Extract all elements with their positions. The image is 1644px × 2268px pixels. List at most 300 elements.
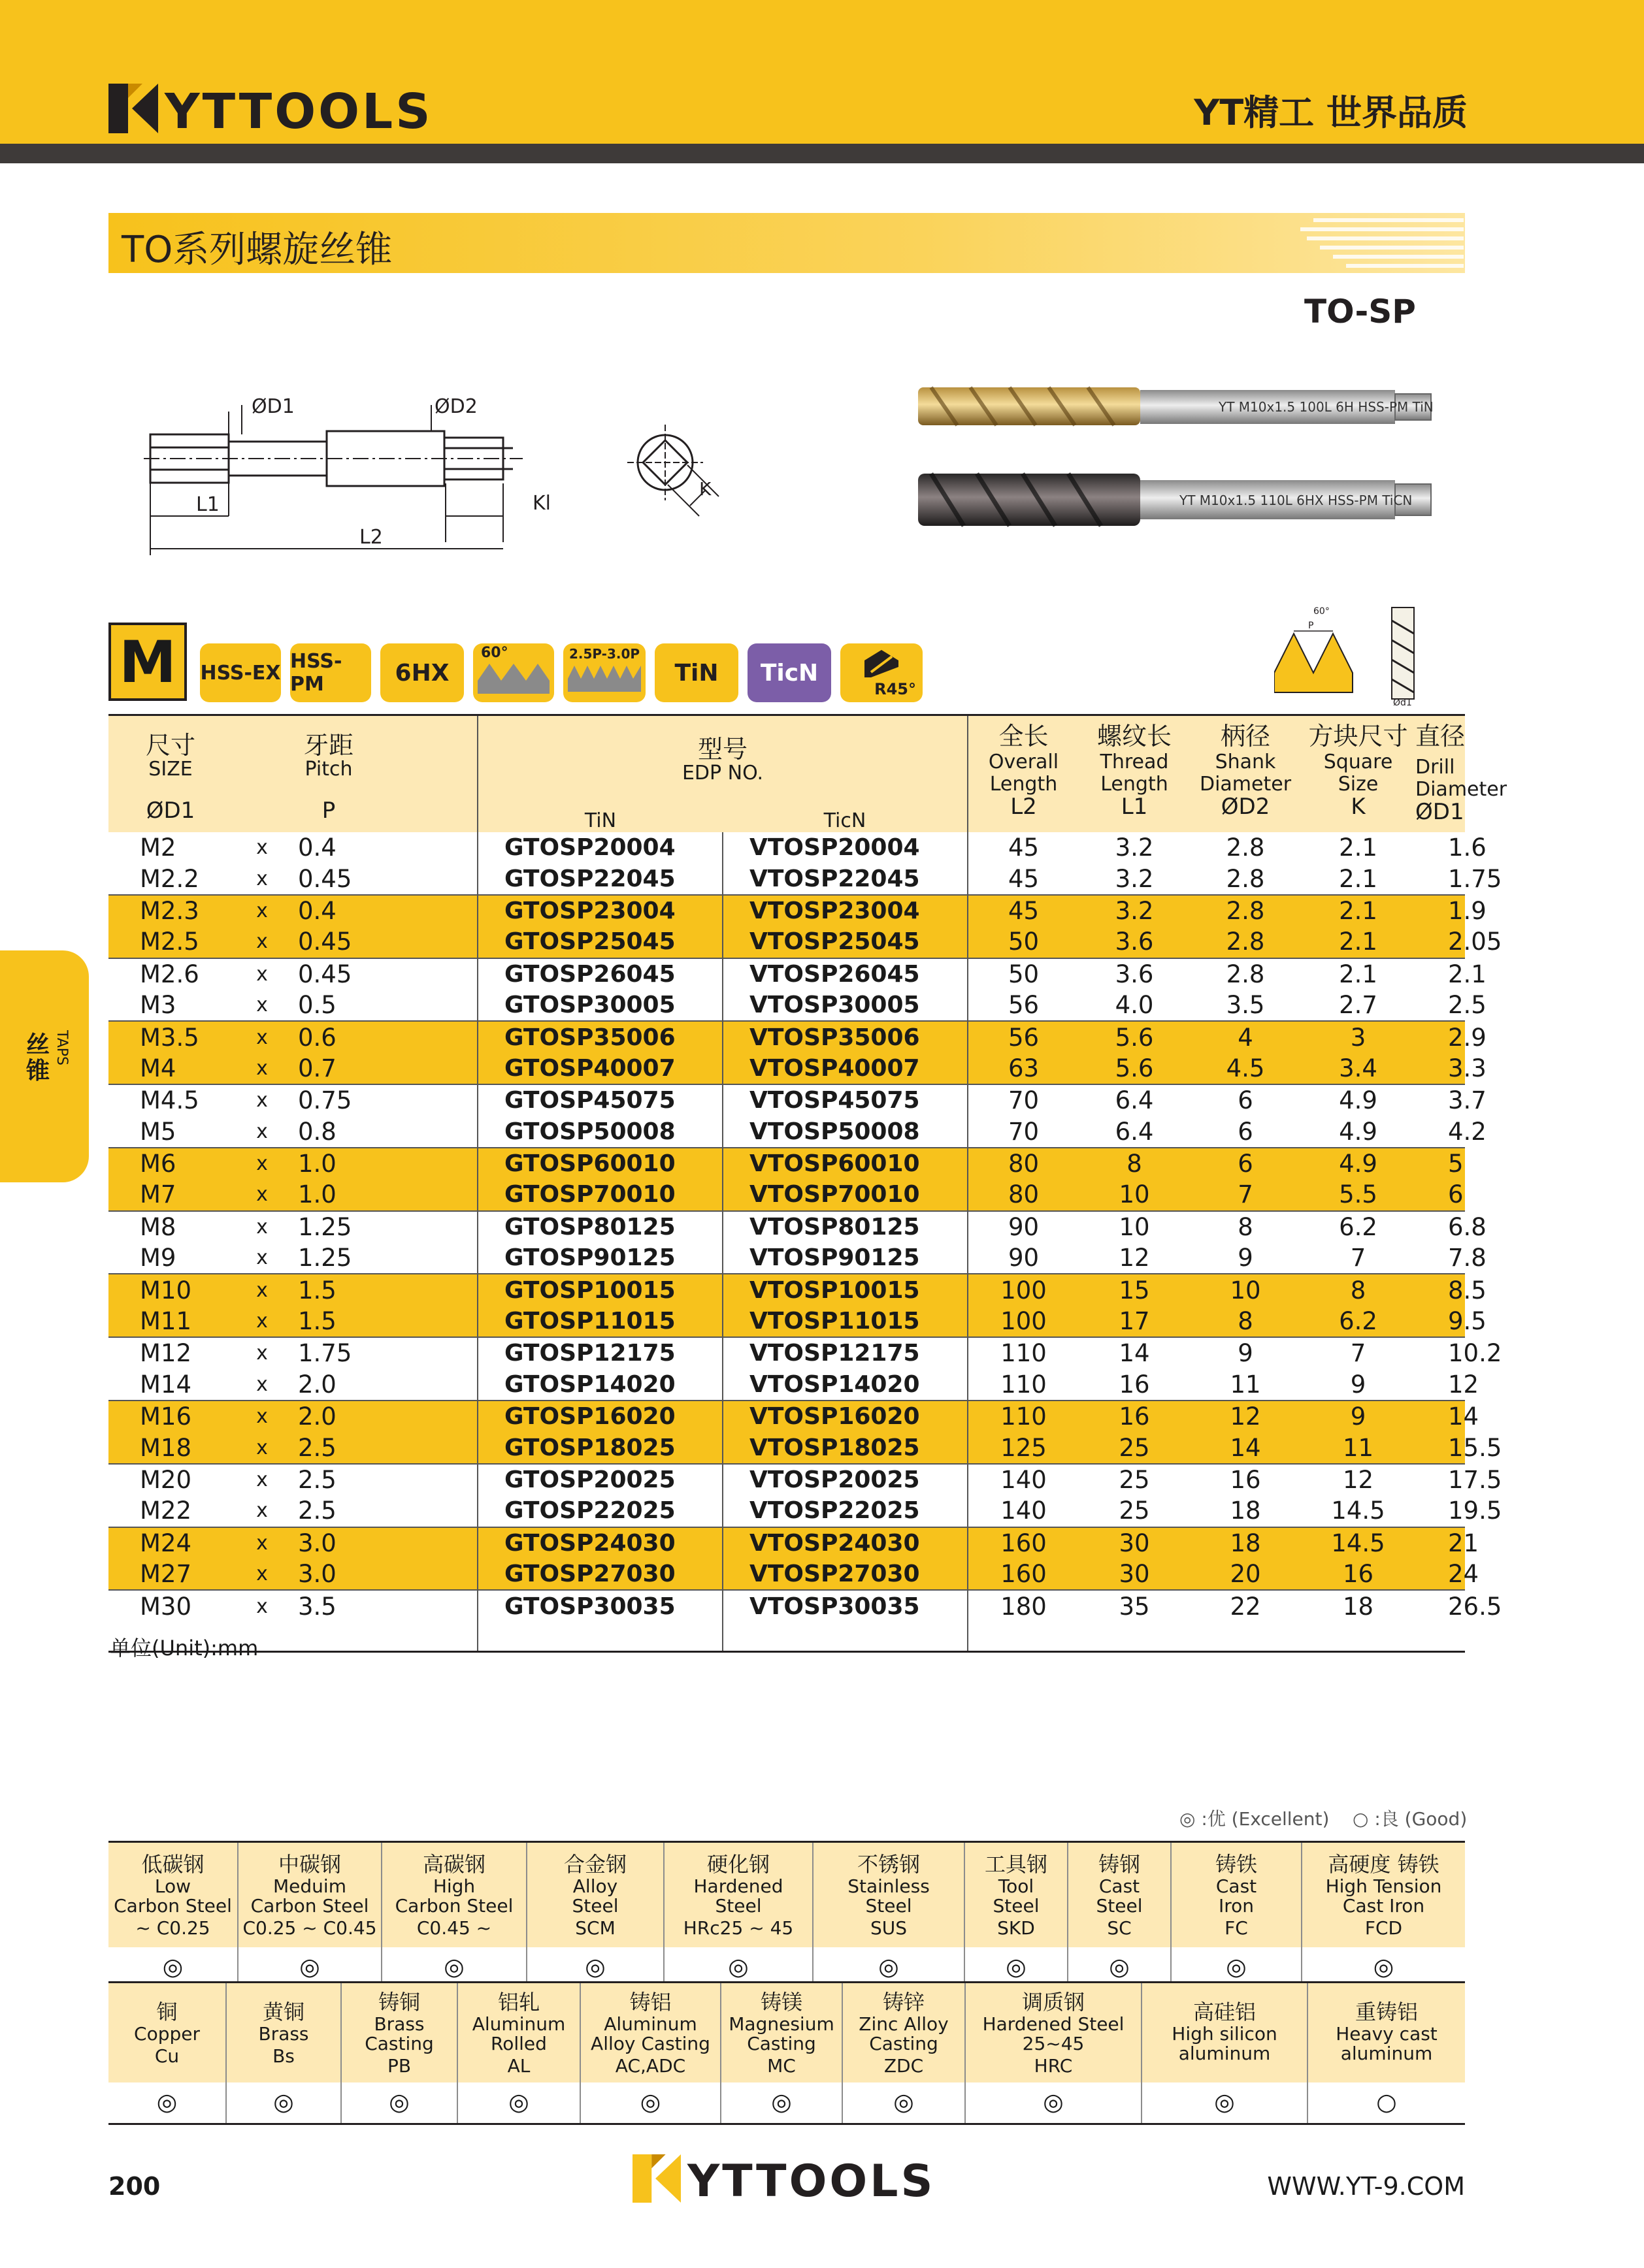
table-row: [108, 863, 1465, 894]
table-row: [108, 895, 1465, 926]
x-cell: x: [233, 1527, 291, 1559]
header-brand: YTTOOLS: [165, 84, 433, 140]
tin-edp-cell: GTOSP12175: [478, 1337, 723, 1369]
table-bottom-cell: [968, 1622, 1079, 1652]
pitch-cell: 2.5: [291, 1464, 478, 1495]
material-rating: ◎: [965, 2082, 1142, 2124]
size-cell: M11: [108, 1306, 233, 1337]
x-cell: x: [233, 1084, 291, 1116]
x-cell: x: [256, 1499, 268, 1523]
tl-cell: 3.2: [1115, 834, 1154, 862]
x-cell: x: [233, 1179, 291, 1210]
ticn-edp-cell: VTOSP22045: [723, 863, 968, 894]
tl-header: [1079, 715, 1190, 833]
dd-header-en1: Drill: [1415, 756, 1455, 779]
ticn-edp-cell: VTOSP60010: [723, 1148, 968, 1179]
material-code: SC: [1107, 1917, 1132, 1939]
table-row: [108, 1021, 1465, 1052]
oal-cell: 110: [968, 1337, 1079, 1369]
oal-cell: 110: [1000, 1370, 1047, 1399]
drill-cell: 6: [1415, 1179, 1465, 1210]
sq-cell: 2.1: [1339, 864, 1377, 893]
tin-edp-cell: GTOSP20004: [478, 832, 723, 863]
material-cell: [108, 1842, 238, 1948]
size-header-zh: 尺寸: [145, 731, 195, 760]
product-mark-top: YT M10x1.5 100L 6H HSS-PM TiN: [1219, 399, 1434, 415]
oal-cell: 50: [968, 926, 1079, 958]
material-en2: Steel: [993, 1895, 1040, 1917]
ticn-edp-cell: VTOSP50008: [723, 1116, 968, 1148]
sq-cell: 2.1: [1301, 895, 1415, 926]
material-en2: Steel: [1096, 1895, 1143, 1917]
tl-cell: 16: [1079, 1401, 1190, 1432]
tin-edp-cell: GTOSP80125: [478, 1211, 723, 1242]
size-cell: M16: [108, 1401, 233, 1432]
x-cell: x: [233, 1306, 291, 1337]
material-en2: Alloy Casting: [591, 2033, 710, 2054]
material-en2: Rolled: [491, 2033, 547, 2054]
x-cell: x: [233, 926, 291, 958]
material-header-row: [108, 1983, 1465, 2083]
sq-header: [1301, 715, 1415, 833]
material-cell: [1302, 1842, 1465, 1948]
sd-cell: 20: [1190, 1559, 1301, 1590]
tl-cell: 25: [1079, 1464, 1190, 1495]
tin-edp-cell: GTOSP18025: [478, 1432, 723, 1463]
material-en2: Steel: [715, 1895, 762, 1917]
sq-cell: 16: [1301, 1559, 1415, 1590]
sd-cell: 14: [1190, 1432, 1301, 1463]
ticn-edp-cell: VTOSP25045: [723, 926, 968, 958]
material-cell: [813, 1842, 964, 1948]
side-tab-en: TAPS: [54, 1030, 70, 1066]
material-rating: ◎: [1373, 1954, 1394, 1981]
oal-cell: 180: [968, 1590, 1079, 1621]
material-en1: Cast: [1098, 1875, 1140, 1897]
x-cell: x: [233, 1464, 291, 1495]
sd-cell: 2.8: [1190, 958, 1301, 990]
size-cell: M2.6: [108, 958, 233, 990]
material-en2: aluminum: [1340, 2043, 1433, 2064]
size-header-en: SIZE: [148, 758, 193, 781]
sd-cell: 16: [1190, 1464, 1301, 1495]
table-row: [108, 1369, 1465, 1401]
thread-angle-label: 60°: [481, 645, 508, 661]
pitch-label: 2.5P-3.0P: [568, 646, 640, 662]
ticn-edp-cell: VTOSP18025: [723, 1432, 968, 1463]
sd-cell: 9: [1190, 1337, 1301, 1369]
material-rating: ◎: [108, 1947, 238, 1989]
sd-cell: 18: [1230, 1497, 1261, 1525]
material-rating: ◎: [226, 2082, 341, 2124]
x-cell: x: [233, 1401, 291, 1432]
material-en1: Brass: [374, 2013, 425, 2035]
material-code: C0.25 ~ C0.45: [242, 1917, 377, 1939]
tl-cell: 12: [1119, 1244, 1150, 1272]
sq-cell: 12: [1301, 1464, 1415, 1495]
spec-table: [108, 714, 1507, 1653]
pitch-cell: 0.45: [291, 958, 478, 990]
sq-cell: 4.9: [1301, 1148, 1415, 1179]
kl-label: Kl: [533, 492, 551, 515]
sq-cell: 8: [1301, 1274, 1415, 1305]
edp-header-ticn: TicN: [823, 809, 866, 832]
tin-edp-cell: GTOSP90125: [478, 1242, 723, 1274]
material-rating: ◎: [457, 2082, 580, 2124]
size-header-sym: ØD1: [146, 798, 195, 824]
drill-cell: 17.5: [1415, 1464, 1465, 1495]
sq-cell: 2.7: [1339, 991, 1377, 1020]
sq-cell: 4.9: [1301, 1084, 1415, 1116]
thread-angle-text: 60°: [1313, 606, 1330, 617]
d1-label: ØD1: [252, 395, 295, 418]
material-en1: Meduim: [273, 1875, 346, 1897]
pitch-cell: 0.5: [298, 991, 337, 1020]
material-code: PB: [387, 2055, 412, 2077]
ticn-edp-cell: VTOSP30005: [723, 990, 968, 1021]
pitch-cell: 0.4: [298, 834, 337, 862]
ticn-edp-cell: VTOSP14020: [723, 1369, 968, 1401]
drill-cell: 2.05: [1415, 926, 1465, 958]
pitch-cell: 2.5: [291, 1432, 478, 1463]
drill-cell: 14: [1415, 1401, 1465, 1432]
pitch-header-zh: 牙距: [303, 731, 353, 760]
ticn-badge: TicN: [748, 643, 831, 702]
x-cell: x: [256, 836, 268, 860]
x-cell: x: [256, 1372, 268, 1396]
x-cell: x: [233, 1211, 291, 1242]
6hx-badge: 6HX: [380, 643, 464, 702]
material-cell: [1171, 1842, 1302, 1948]
material-rating: ◎: [842, 2082, 965, 2124]
pitch-cell: 1.5: [291, 1274, 478, 1305]
oal-header-en2: Length: [989, 773, 1058, 796]
ticn-edp-cell: VTOSP30035: [723, 1590, 968, 1621]
footer-brand: YTTOOLS: [687, 2156, 936, 2207]
material-code: AC,ADC: [615, 2055, 686, 2077]
oal-cell: 70: [1008, 1117, 1040, 1146]
ticn-edp-cell: VTOSP26045: [723, 958, 968, 990]
size-cell: M10: [108, 1274, 233, 1305]
pitch-cell: 1.75: [291, 1337, 478, 1369]
material-code: SUS: [870, 1917, 908, 1939]
material-cell: [457, 1983, 580, 2083]
size-cell: M3.5: [108, 1021, 233, 1052]
tl-cell: 10: [1079, 1211, 1190, 1242]
material-en2: Steel: [572, 1895, 619, 1917]
hss-ex-badge: HSS-EX: [200, 643, 281, 702]
material-en1: High silicon: [1172, 2023, 1277, 2045]
table-row: [108, 1432, 1465, 1463]
sq-cell: 7: [1350, 1244, 1366, 1272]
tl-cell: 3.2: [1079, 895, 1190, 926]
pitch-cell: 0.4: [291, 895, 478, 926]
tap-dimension-drawing: [144, 385, 601, 562]
material-zh: 高硬度 铸铁: [1328, 1852, 1439, 1877]
sd-cell: 7: [1190, 1179, 1301, 1210]
size-cell: M2.5: [108, 926, 233, 958]
pitch-header-en: Pitch: [304, 758, 353, 781]
tl-cell: 16: [1119, 1370, 1150, 1399]
table-row: [108, 1464, 1465, 1495]
tin-edp-cell: GTOSP26045: [478, 958, 723, 990]
material-cell: [965, 1983, 1142, 2083]
material-table-1: [108, 1841, 1465, 1990]
material-rating: ◎: [341, 2082, 457, 2124]
material-cell: [341, 1983, 457, 2083]
sq-cell: 18: [1301, 1590, 1415, 1621]
material-code: SCM: [575, 1917, 616, 1939]
table-row: [108, 1116, 1465, 1148]
size-cell: M12: [108, 1337, 233, 1369]
ticn-edp-cell: VTOSP40007: [723, 1053, 968, 1084]
pitch-cell: 0.45: [298, 864, 352, 893]
model-label: TO-SP: [1304, 293, 1416, 331]
tl-cell: 3.6: [1079, 958, 1190, 990]
edp-header-zh: 型号: [697, 735, 748, 764]
sd-cell: 18: [1190, 1527, 1301, 1559]
material-en1: Heavy cast: [1336, 2023, 1438, 2045]
material-en2: Iron: [1218, 1895, 1255, 1917]
material-zh: 调质钢: [1021, 1990, 1085, 2015]
table-row: [108, 1053, 1465, 1084]
side-tab-zh2: 锥: [26, 1058, 50, 1084]
x-cell: x: [233, 895, 291, 926]
sq-cell: 9: [1301, 1401, 1415, 1432]
material-cell: [238, 1842, 382, 1948]
ticn-edp-cell: VTOSP24030: [723, 1527, 968, 1559]
size-cell: M30: [108, 1590, 233, 1621]
tl-cell: 8: [1079, 1148, 1190, 1179]
oal-cell: 50: [968, 958, 1079, 990]
material-zh: 高硅铝: [1192, 2000, 1256, 2024]
oal-cell: 45: [1008, 864, 1040, 893]
drill-cell: 9.5: [1415, 1306, 1465, 1337]
sq-cell: 11: [1301, 1432, 1415, 1463]
tl-header-zh: 螺纹长: [1096, 722, 1172, 751]
drill-cell: 4.2: [1448, 1117, 1487, 1146]
drill-cell: 1.9: [1415, 895, 1465, 926]
sq-cell: 14.5: [1301, 1527, 1415, 1559]
pitch-cell: 1.5: [291, 1306, 478, 1337]
drill-cell: 1.75: [1448, 864, 1502, 893]
oal-cell: 100: [968, 1274, 1079, 1305]
material-en1: Cast: [1215, 1875, 1257, 1897]
material-zh: 中碳钢: [278, 1852, 341, 1877]
tin-edp-cell: GTOSP50008: [478, 1116, 723, 1148]
tin-edp-cell: GTOSP70010: [478, 1179, 723, 1210]
material-en1: Copper: [134, 2023, 200, 2045]
tin-edp-cell: GTOSP11015: [478, 1306, 723, 1337]
tl-cell: 6.4: [1115, 1117, 1154, 1146]
material-rating: ◎: [527, 1947, 664, 1989]
material-en2: Casting: [365, 2033, 434, 2054]
material-zh: 铸铁: [1215, 1852, 1257, 1877]
material-rating: ◎: [964, 1947, 1068, 1989]
table-row: [108, 1337, 1465, 1369]
pitch-header-sym: P: [321, 798, 336, 824]
material-zh: 铝轧: [497, 1990, 540, 2015]
material-en1: Stainless: [847, 1875, 930, 1897]
oal-cell: 56: [1008, 991, 1040, 1020]
ticn-edp-cell: VTOSP80125: [723, 1211, 968, 1242]
sd-cell: 2.8: [1190, 926, 1301, 958]
tl-cell: 30: [1079, 1559, 1190, 1590]
size-cell: M9: [140, 1244, 176, 1272]
material-en2: Casting: [747, 2033, 816, 2054]
drill-cell: 3.3: [1415, 1053, 1465, 1084]
material-cell: [527, 1842, 664, 1948]
sq-cell: 2.1: [1339, 834, 1377, 862]
size-cell: M6: [108, 1148, 233, 1179]
size-cell: M4.5: [108, 1084, 233, 1116]
footer-url: WWW.YT-9.COM: [1267, 2172, 1465, 2201]
dd-header: [1415, 715, 1507, 833]
thread-geometry-diagram: [1274, 601, 1451, 709]
drill-cell: 21: [1415, 1527, 1465, 1559]
sd-header: [1190, 715, 1301, 833]
sq-cell: 2.1: [1301, 926, 1415, 958]
oal-cell: 125: [968, 1432, 1079, 1463]
sq-cell: 14.5: [1331, 1497, 1385, 1525]
legend-good: ○ :良 (Good): [1353, 1808, 1468, 1830]
pitch-cell: 1.25: [298, 1244, 352, 1272]
drill-cell: 12: [1448, 1370, 1479, 1399]
edp-header-en: EDP NO.: [682, 762, 764, 785]
x-cell: x: [233, 1559, 291, 1590]
sq-cell: 3.4: [1301, 1053, 1415, 1084]
material-rating: ◎: [238, 1947, 382, 1989]
product-mark-bottom: YT M10x1.5 110L 6HX HSS-PM TiCN: [1179, 493, 1413, 508]
table-row: [108, 1084, 1465, 1116]
size-cell: M2.3: [108, 895, 233, 926]
sd-cell: 2.8: [1190, 895, 1301, 926]
pitch-cell: 2.0: [291, 1401, 478, 1432]
table-row: [108, 990, 1465, 1021]
pitch-thread-icon: [568, 662, 641, 692]
sq-cell: 2.1: [1301, 958, 1415, 990]
material-code: HRC: [1034, 2055, 1073, 2077]
drill-cell: 2.9: [1415, 1021, 1465, 1052]
pitch-cell: 0.45: [291, 926, 478, 958]
material-mark-row: [108, 2082, 1465, 2124]
tl-cell: 15: [1079, 1274, 1190, 1305]
oal-cell: 80: [968, 1179, 1079, 1210]
ticn-edp-cell: VTOSP23004: [723, 895, 968, 926]
oal-cell: 80: [968, 1148, 1079, 1179]
material-cell: [108, 1983, 226, 2083]
sd-cell: 3.5: [1226, 991, 1265, 1020]
size-cell: M4: [108, 1053, 233, 1084]
sd-cell: 4.5: [1190, 1053, 1301, 1084]
table-bottom-cell: [1079, 1622, 1190, 1652]
x-cell: x: [233, 1432, 291, 1463]
size-cell: M2: [140, 834, 176, 862]
metric-badge: M: [108, 623, 187, 701]
tl-header-sym: L1: [1121, 794, 1148, 820]
drill-cell: 2.5: [1448, 991, 1487, 1020]
unit-note: 单位(Unit):mm: [110, 1636, 259, 1660]
thread-d1-text: Ød1: [1393, 698, 1412, 708]
table-bottom-cell: [291, 1622, 478, 1652]
tin-edp-cell: GTOSP24030: [478, 1527, 723, 1559]
size-cell: M22: [140, 1497, 192, 1525]
drill-cell: 26.5: [1415, 1590, 1465, 1621]
material-en2: Casting: [869, 2033, 938, 2054]
material-cell: [842, 1983, 965, 2083]
material-zh: 铸锌: [882, 1990, 925, 2015]
oal-cell: 90: [1008, 1244, 1040, 1272]
ticn-edp-cell: VTOSP16020: [723, 1401, 968, 1432]
material-code: C0.45 ~: [416, 1917, 492, 1939]
sd-header-sym: ØD2: [1221, 794, 1270, 820]
size-cell: M3: [140, 991, 176, 1020]
drill-cell: 6.8: [1415, 1211, 1465, 1242]
tl-cell: 25: [1079, 1432, 1190, 1463]
material-code: ~ C0.25: [135, 1917, 210, 1939]
material-rating: ◎: [1171, 1947, 1302, 1989]
tin-edp-cell: GTOSP25045: [478, 926, 723, 958]
section-title: TO系列螺旋丝锥: [122, 229, 393, 271]
tin-edp-cell: GTOSP30035: [478, 1590, 723, 1621]
ticn-edp-cell: VTOSP70010: [723, 1179, 968, 1210]
ticn-edp-cell: VTOSP20025: [723, 1464, 968, 1495]
thread-profile-icon: [478, 661, 550, 694]
sq-header-zh: 方块尺寸: [1308, 722, 1408, 751]
material-en1: Hardened: [693, 1875, 783, 1897]
tin-edp-cell: GTOSP16020: [478, 1401, 723, 1432]
material-rating: ◎: [664, 1947, 813, 1989]
material-zh: 铜: [156, 2000, 178, 2024]
pitch-cell: 1.0: [291, 1148, 478, 1179]
k-label: K: [699, 478, 712, 500]
material-bottom-cell: [108, 2124, 1465, 2126]
table-row: [108, 1148, 1465, 1179]
table-row: [108, 926, 1465, 958]
material-table-2: [108, 1981, 1465, 2125]
tl-cell: 5.6: [1079, 1053, 1190, 1084]
pitch-cell: 3.0: [291, 1559, 478, 1590]
tl-cell: 3.6: [1079, 926, 1190, 958]
x-cell: x: [233, 958, 291, 990]
helix-badge: [840, 643, 923, 702]
header-dark-bar: [0, 144, 1644, 163]
material-rating: ○: [1376, 2089, 1397, 2116]
size-cell: M14: [140, 1370, 192, 1399]
edp-header-tin: TiN: [584, 809, 617, 832]
dd-header-en2: Diameter: [1415, 778, 1507, 801]
sd-cell: 8: [1190, 1306, 1301, 1337]
sq-cell: 3: [1301, 1021, 1415, 1052]
oal-cell: 160: [968, 1527, 1079, 1559]
thread-p-text: P: [1308, 621, 1314, 631]
x-cell: x: [256, 1120, 268, 1143]
material-en2: Carbon Steel: [250, 1895, 369, 1917]
material-cell: [1307, 1983, 1465, 2083]
x-cell: x: [256, 867, 268, 890]
tl-cell: 14: [1079, 1337, 1190, 1369]
tin-edp-cell: GTOSP60010: [478, 1148, 723, 1179]
size-cell: M5: [140, 1117, 176, 1146]
material-en2: 25~45: [1022, 2033, 1085, 2054]
table-row: [108, 832, 1465, 863]
material-en2: aluminum: [1178, 2043, 1271, 2064]
size-cell: M24: [108, 1527, 233, 1559]
ticn-edp-cell: VTOSP20004: [723, 832, 968, 863]
tl-header-en2: Length: [1100, 773, 1168, 796]
sq-cell: 9: [1350, 1370, 1366, 1399]
l2-label: L2: [359, 526, 383, 549]
